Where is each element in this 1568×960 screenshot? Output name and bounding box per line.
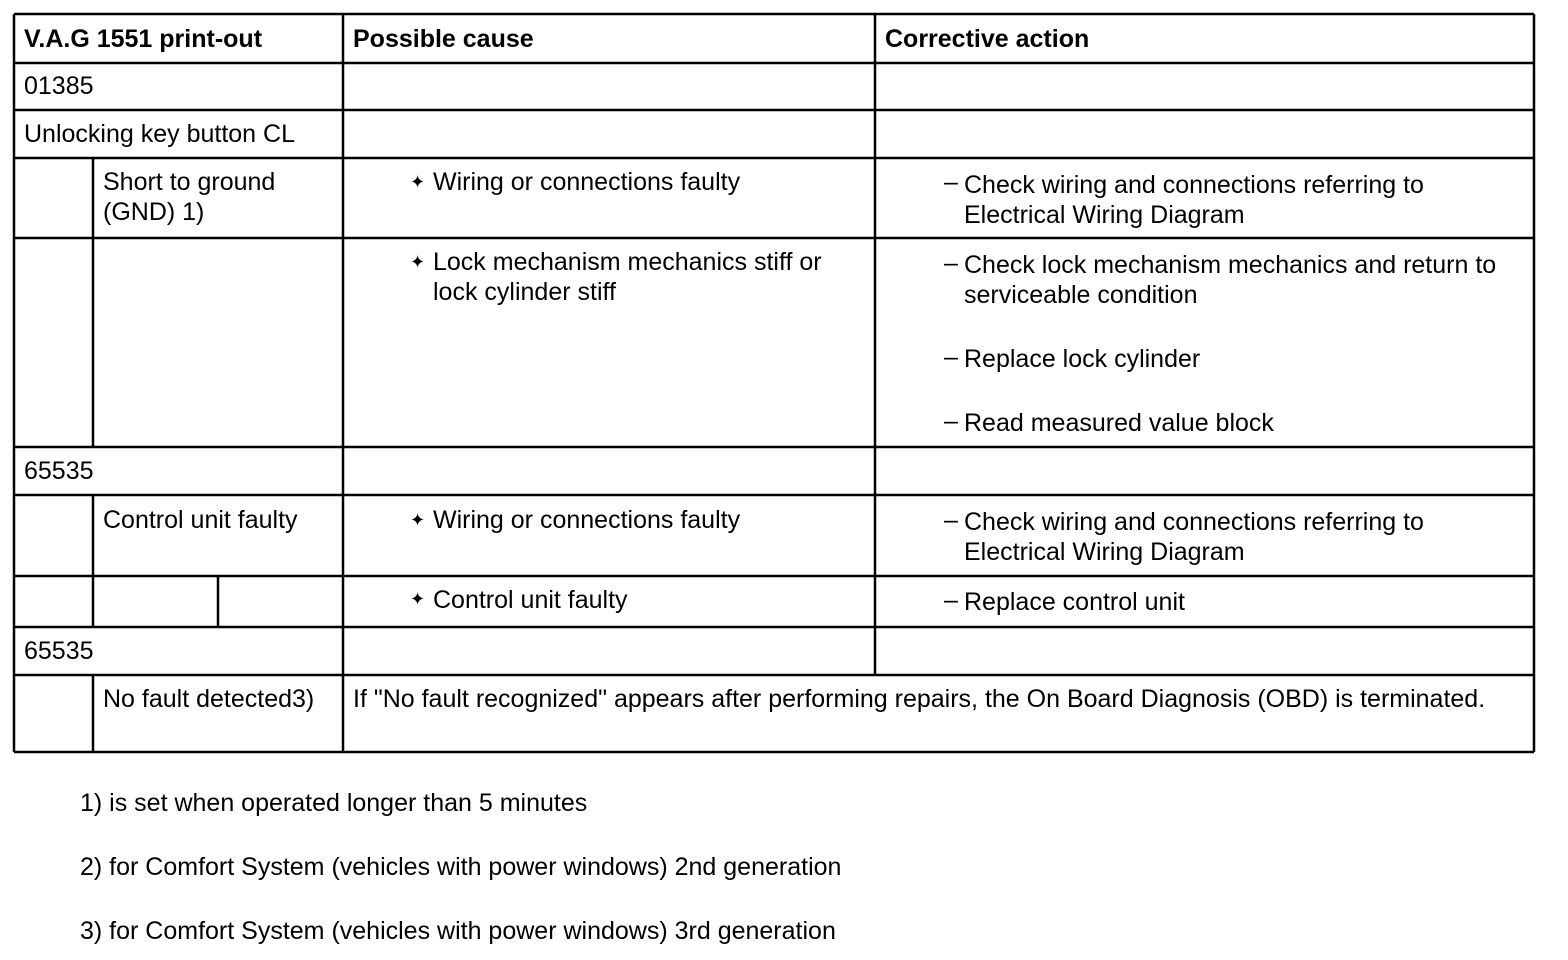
cause-control-unit-faulty: Control unit faulty — [433, 586, 628, 614]
dash-icon: – — [944, 407, 958, 435]
action-check-lock-mechanism: Check lock mechanism mechanics and return to serviceable condition — [964, 251, 1497, 309]
header-corrective-action: Corrective action — [885, 25, 1090, 53]
fault-short-to-ground: Short to ground (GND) 1) — [103, 168, 276, 226]
bullet-icon: ✦ — [410, 510, 426, 530]
fault-control-unit-faulty: Control unit faulty — [103, 506, 298, 534]
footnote-1: 1) is set when operated longer than 5 minutes — [80, 789, 588, 817]
action-replace-control-unit: Replace control unit — [964, 588, 1185, 616]
action-check-wiring: Check wiring and connections referring to Electrical Wiring Diagram — [964, 508, 1424, 566]
fault-code-65535: 65535 — [24, 457, 94, 485]
header-possible-cause: Possible cause — [353, 25, 534, 53]
footnote-2: 2) for Comfort System (vehicles with power windows) 2nd generation — [80, 853, 842, 881]
bullet-icon: ✦ — [410, 252, 426, 272]
action-replace-lock-cylinder: Replace lock cylinder — [964, 345, 1201, 373]
fault-no-fault-detected: No fault detected3) — [103, 685, 315, 713]
action-check-wiring: Check wiring and connections referring to Electrical Wiring Diagram — [964, 171, 1424, 229]
no-fault-note: If "No fault recognized" appears after performing repairs, the On Board Diagnosis (OBD) is terminated. — [353, 685, 1486, 713]
action-read-measured-value-block: Read measured value block — [964, 409, 1274, 437]
cause-wiring-faulty: Wiring or connections faulty — [433, 506, 741, 534]
fault-code-01385: 01385 — [24, 72, 94, 100]
dash-icon: – — [944, 168, 958, 196]
cause-wiring-faulty: Wiring or connections faulty — [433, 168, 741, 196]
dash-icon: – — [944, 249, 958, 277]
cause-lock-mechanism-stiff: Lock mechanism mechanics stiff or lock cylinder stiff — [433, 248, 822, 306]
component-unlocking-key-button: Unlocking key button CL — [24, 120, 295, 148]
header-vag-printout: V.A.G 1551 print-out — [24, 25, 263, 53]
dash-icon: – — [944, 343, 958, 371]
fault-code-65535: 65535 — [24, 637, 94, 665]
bullet-icon: ✦ — [410, 172, 426, 192]
footnote-3: 3) for Comfort System (vehicles with power windows) 3rd generation — [80, 917, 836, 945]
dash-icon: – — [944, 506, 958, 534]
dash-icon: – — [944, 586, 958, 614]
bullet-icon: ✦ — [410, 589, 426, 609]
